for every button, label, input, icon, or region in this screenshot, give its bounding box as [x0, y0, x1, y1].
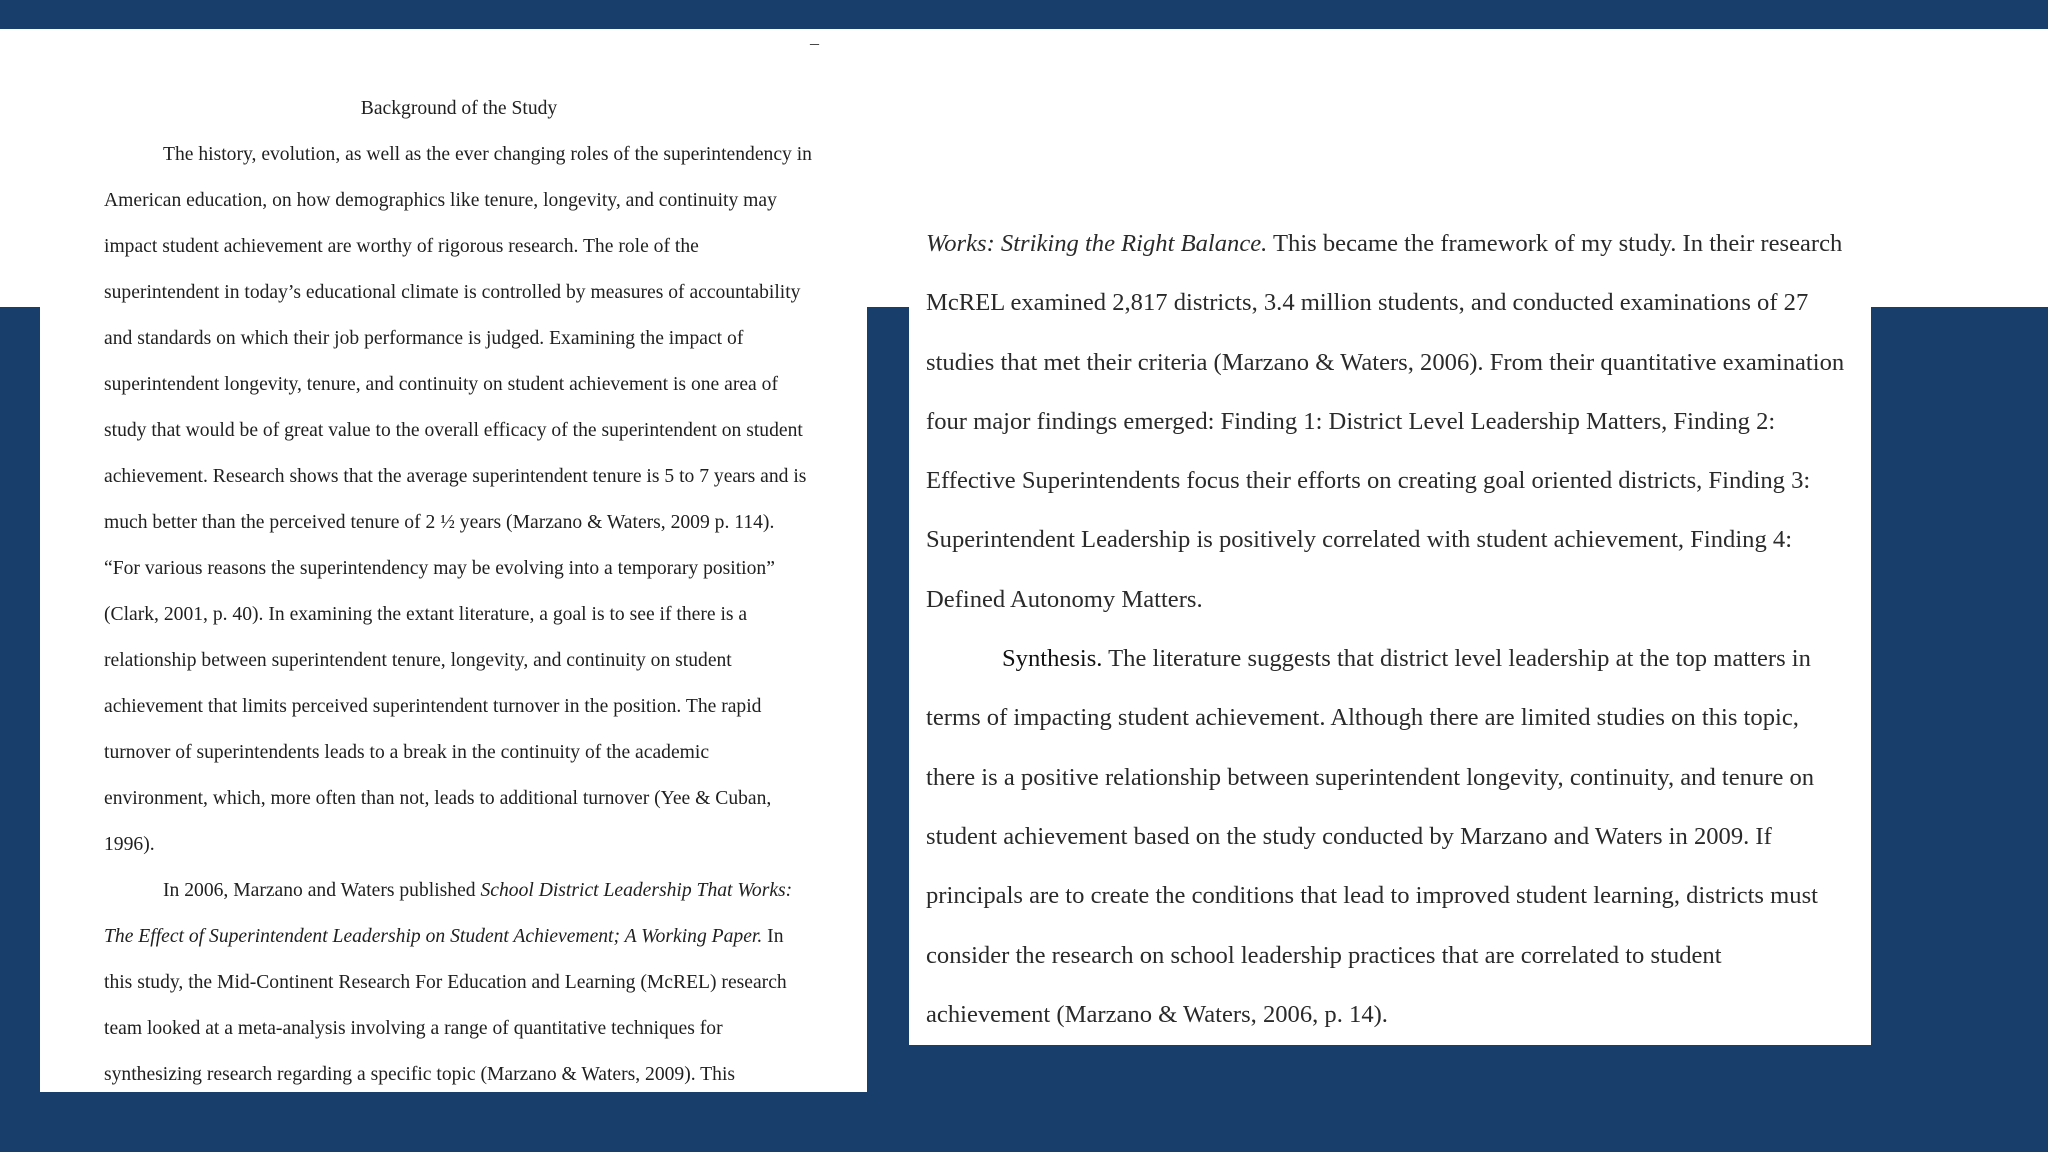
- paragraph-text: In this study, the Mid-Continent Research For Education and Learning (McREL) research team looked at a meta-analysis involving a range of quantitative techniques for synthesizing research regarding a specific topic (Marzano & Waters, 2009). This: [104, 926, 787, 1085]
- synthesis-label: Synthesis.: [1002, 645, 1103, 673]
- left-document: [104, 86, 814, 1098]
- paragraph-text: In 2006, Marzano and Waters published: [163, 880, 481, 901]
- right-document: [926, 214, 1851, 1044]
- paragraph-text: The literature suggests that district level leadership at the top matters in terms of impacting student achievement. Although there are limited studies on this topic, there is a positive relationship between superintendent longevity, continuity, and tenure on student achievement based on the study conducted by Marzano and Waters in 2009. If principals are to create the conditions that lead to improved student learning, districts must consider the research on school leadership practices that are correlated to student achievement (Marzano & Waters, 2006, p. 14).: [926, 645, 1818, 1028]
- paragraph-text: This became the framework of my study. In their research McREL examined 2,817 districts, 3.4 million students, and conducted examinations of 27 studies that met their criteria (Marzano & Waters, 2006). From their quantitative examination four major findings emerged: Finding 1: District Level Leadership Matters, Finding 2: Effective Superintendents focus their efforts on creating goal oriented districts, Finding 3: Superintendent Leadership is positively correlated with student achievement, Finding 4: Defined Autonomy Matters.: [926, 230, 1845, 613]
- publication-title: Works: Striking the Right Balance.: [926, 230, 1268, 257]
- publication-title: School District Leadership That Works: The Effect of Superintendent Leadership on Student Achievement; A Working Paper.: [104, 880, 793, 947]
- top-band: [0, 0, 2048, 29]
- paragraph-background: The history, evolution, as well as the ever changing roles of the superintendency in American education, on how demographics like tenure, longevity, and continuity may impact student achievement are worthy of rigorous research. The role of the superintendent in today’s educational climate is controlled by measures of accountability and standards on which their job performance is judged. Examining the impact of superintendent longevity, tenure, and continuity on student achievement is one area of study that would be of great value to the overall efficacy of the superintendent on student achievement. Research shows that the average superintendent tenure is 5 to 7 years and is much better than the perceived tenure of 2 ½ years (Marzano & Waters, 2009 p. 114). “For various reasons the superintendency may be evolving into a temporary position” (Clark, 2001, p. 40). In examining the extant literature, a goal is to see if there is a relationship between superintendent tenure, longevity, and continuity on student achievement that limits perceived superintendent turnover in the position. The rapid turnover of superintendents leads to a break in the continuity of the academic environment, which, more often than not, leads to additional turnover (Yee & Cuban, 1996).: [104, 144, 812, 855]
- right-page-top-strip: [1871, 29, 2048, 307]
- paragraph-synthesis: [926, 629, 1851, 1044]
- page-mark: –: [810, 33, 819, 53]
- paragraph-marzano-waters: [104, 868, 814, 1098]
- section-heading: Background of the Study: [360, 98, 558, 119]
- paragraph-framework: [926, 214, 1851, 629]
